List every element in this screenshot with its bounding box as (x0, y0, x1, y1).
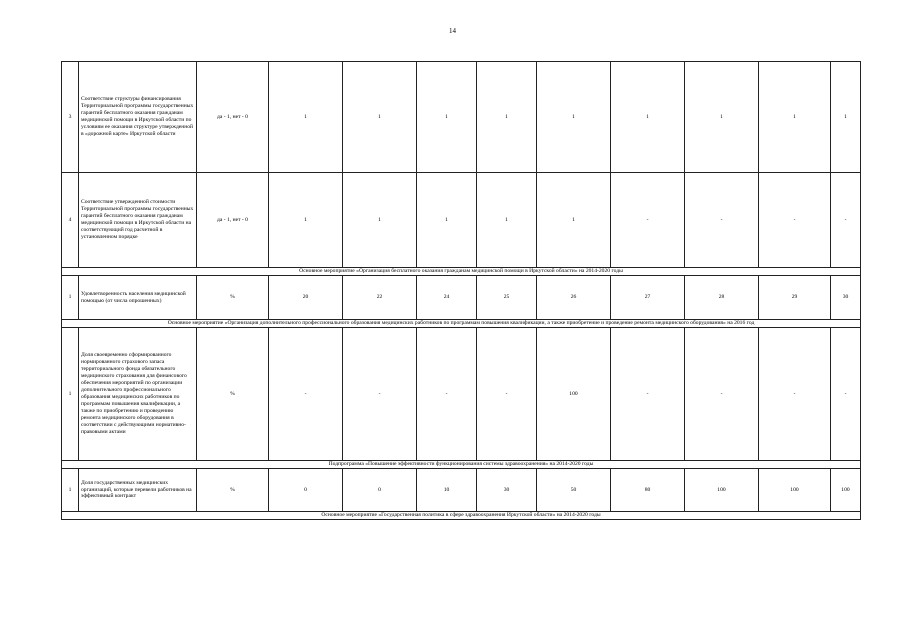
unit-cell: % (197, 328, 269, 461)
value-cell: 1 (685, 62, 759, 173)
row-number: 1 (62, 328, 79, 461)
value-cell: 1 (343, 173, 417, 268)
section-header-row (62, 268, 861, 276)
value-cell: 100 (831, 469, 861, 512)
value-cell: 0 (269, 469, 343, 512)
value-cell: - (477, 328, 537, 461)
value-cell: 22 (343, 276, 417, 320)
value-cell: 100 (685, 469, 759, 512)
value-cell: - (685, 328, 759, 461)
unit-cell: % (197, 469, 269, 512)
value-cell: 0 (343, 469, 417, 512)
page-number: 14 (449, 27, 456, 35)
value-cell: 100 (537, 328, 611, 461)
unit-cell: да - 1, нет - 0 (197, 173, 269, 268)
section-header-row (62, 320, 861, 328)
value-cell: 28 (685, 276, 759, 320)
value-cell: - (611, 328, 685, 461)
value-cell: 1 (477, 173, 537, 268)
value-cell: 30 (831, 276, 861, 320)
indicator-name: Доля своевременно сформированного нормированного страхового запаса территориального фонда обязательного медицинского страхования для финансового обеспечения мероприятий по организации дополнительного профессионального образования медицинских работников по программам повышения квалификации, а также по приобретению и проведению ремонта медицинского оборудования в соответствии с действующими нормативно-правовыми актами (79, 328, 197, 461)
value-cell: 80 (611, 469, 685, 512)
value-cell: 1 (759, 62, 831, 173)
value-cell: 27 (611, 276, 685, 320)
value-cell: 10 (417, 469, 477, 512)
value-cell: 1 (343, 62, 417, 173)
value-cell: 1 (831, 62, 861, 173)
value-cell: 1 (537, 173, 611, 268)
value-cell: 1 (477, 62, 537, 173)
indicator-row (62, 469, 861, 512)
value-cell: 1 (269, 62, 343, 173)
indicator-name: Доля государственных медицинских организаций, которые перевели работников на эффективный контракт (79, 469, 197, 512)
row-number: 1 (62, 469, 79, 512)
value-cell: 25 (477, 276, 537, 320)
indicators-table (61, 61, 861, 520)
value-cell: 100 (759, 469, 831, 512)
indicator-row (62, 328, 861, 461)
value-cell: - (759, 173, 831, 268)
section-title: Основное мероприятие «Организация бесплатного оказания гражданам медицинской помощи в Иркутской области» на 2014-2020 годы (62, 268, 861, 276)
unit-cell: да - 1, нет - 0 (197, 62, 269, 173)
unit-cell: % (197, 276, 269, 320)
indicator-row (62, 276, 861, 320)
value-cell: 1 (611, 62, 685, 173)
value-cell: 1 (269, 173, 343, 268)
section-title: Основное мероприятие «Организация дополнительного профессионального образования медицинских работников по программам повышения квалификации, а также приобретение и проведение ремонта медицинского оборудования» на 2016 год (62, 320, 861, 328)
value-cell: 1 (417, 173, 477, 268)
value-cell: 26 (537, 276, 611, 320)
value-cell: - (343, 328, 417, 461)
row-number: 1 (62, 276, 79, 320)
value-cell: 1 (417, 62, 477, 173)
indicator-row (62, 62, 861, 173)
row-number: 4 (62, 173, 79, 268)
section-title: Подпрограмма «Повышение эффективности функционирования системы здравоохранения» на 2014-2020 годы (62, 461, 861, 469)
value-cell: 24 (417, 276, 477, 320)
indicator-name: Соответствие утвержденной стоимости Территориальной программы государственных гарантий бесплатного оказания гражданам медицинской помощи в Иркутской области на соответствующий год расчетной в установленном порядке (79, 173, 197, 268)
value-cell: - (831, 173, 861, 268)
value-cell: 29 (759, 276, 831, 320)
indicator-name: Соответствие структуры финансирования Территориальной программы государственных гарантий бесплатного оказания гражданам медицинской помощи в Иркутской области по условиям ее оказания структуре утвержденной в «дорожной карте» Иркутской области (79, 62, 197, 173)
section-header-row (62, 461, 861, 469)
value-cell: - (831, 328, 861, 461)
value-cell: - (269, 328, 343, 461)
row-number: 3 (62, 62, 79, 173)
value-cell: - (685, 173, 759, 268)
value-cell: 20 (269, 276, 343, 320)
indicator-name: Удовлетворенность населения медицинской помощью (от числа опрошенных) (79, 276, 197, 320)
value-cell: 1 (537, 62, 611, 173)
value-cell: - (611, 173, 685, 268)
value-cell: - (417, 328, 477, 461)
value-cell: - (759, 328, 831, 461)
value-cell: 30 (477, 469, 537, 512)
indicator-row (62, 173, 861, 268)
section-title: Основное мероприятие «Государственная политика в сфере здравоохранения Иркутской области» на 2014-2020 годы (62, 512, 861, 520)
value-cell: 50 (537, 469, 611, 512)
section-header-row (62, 512, 861, 520)
